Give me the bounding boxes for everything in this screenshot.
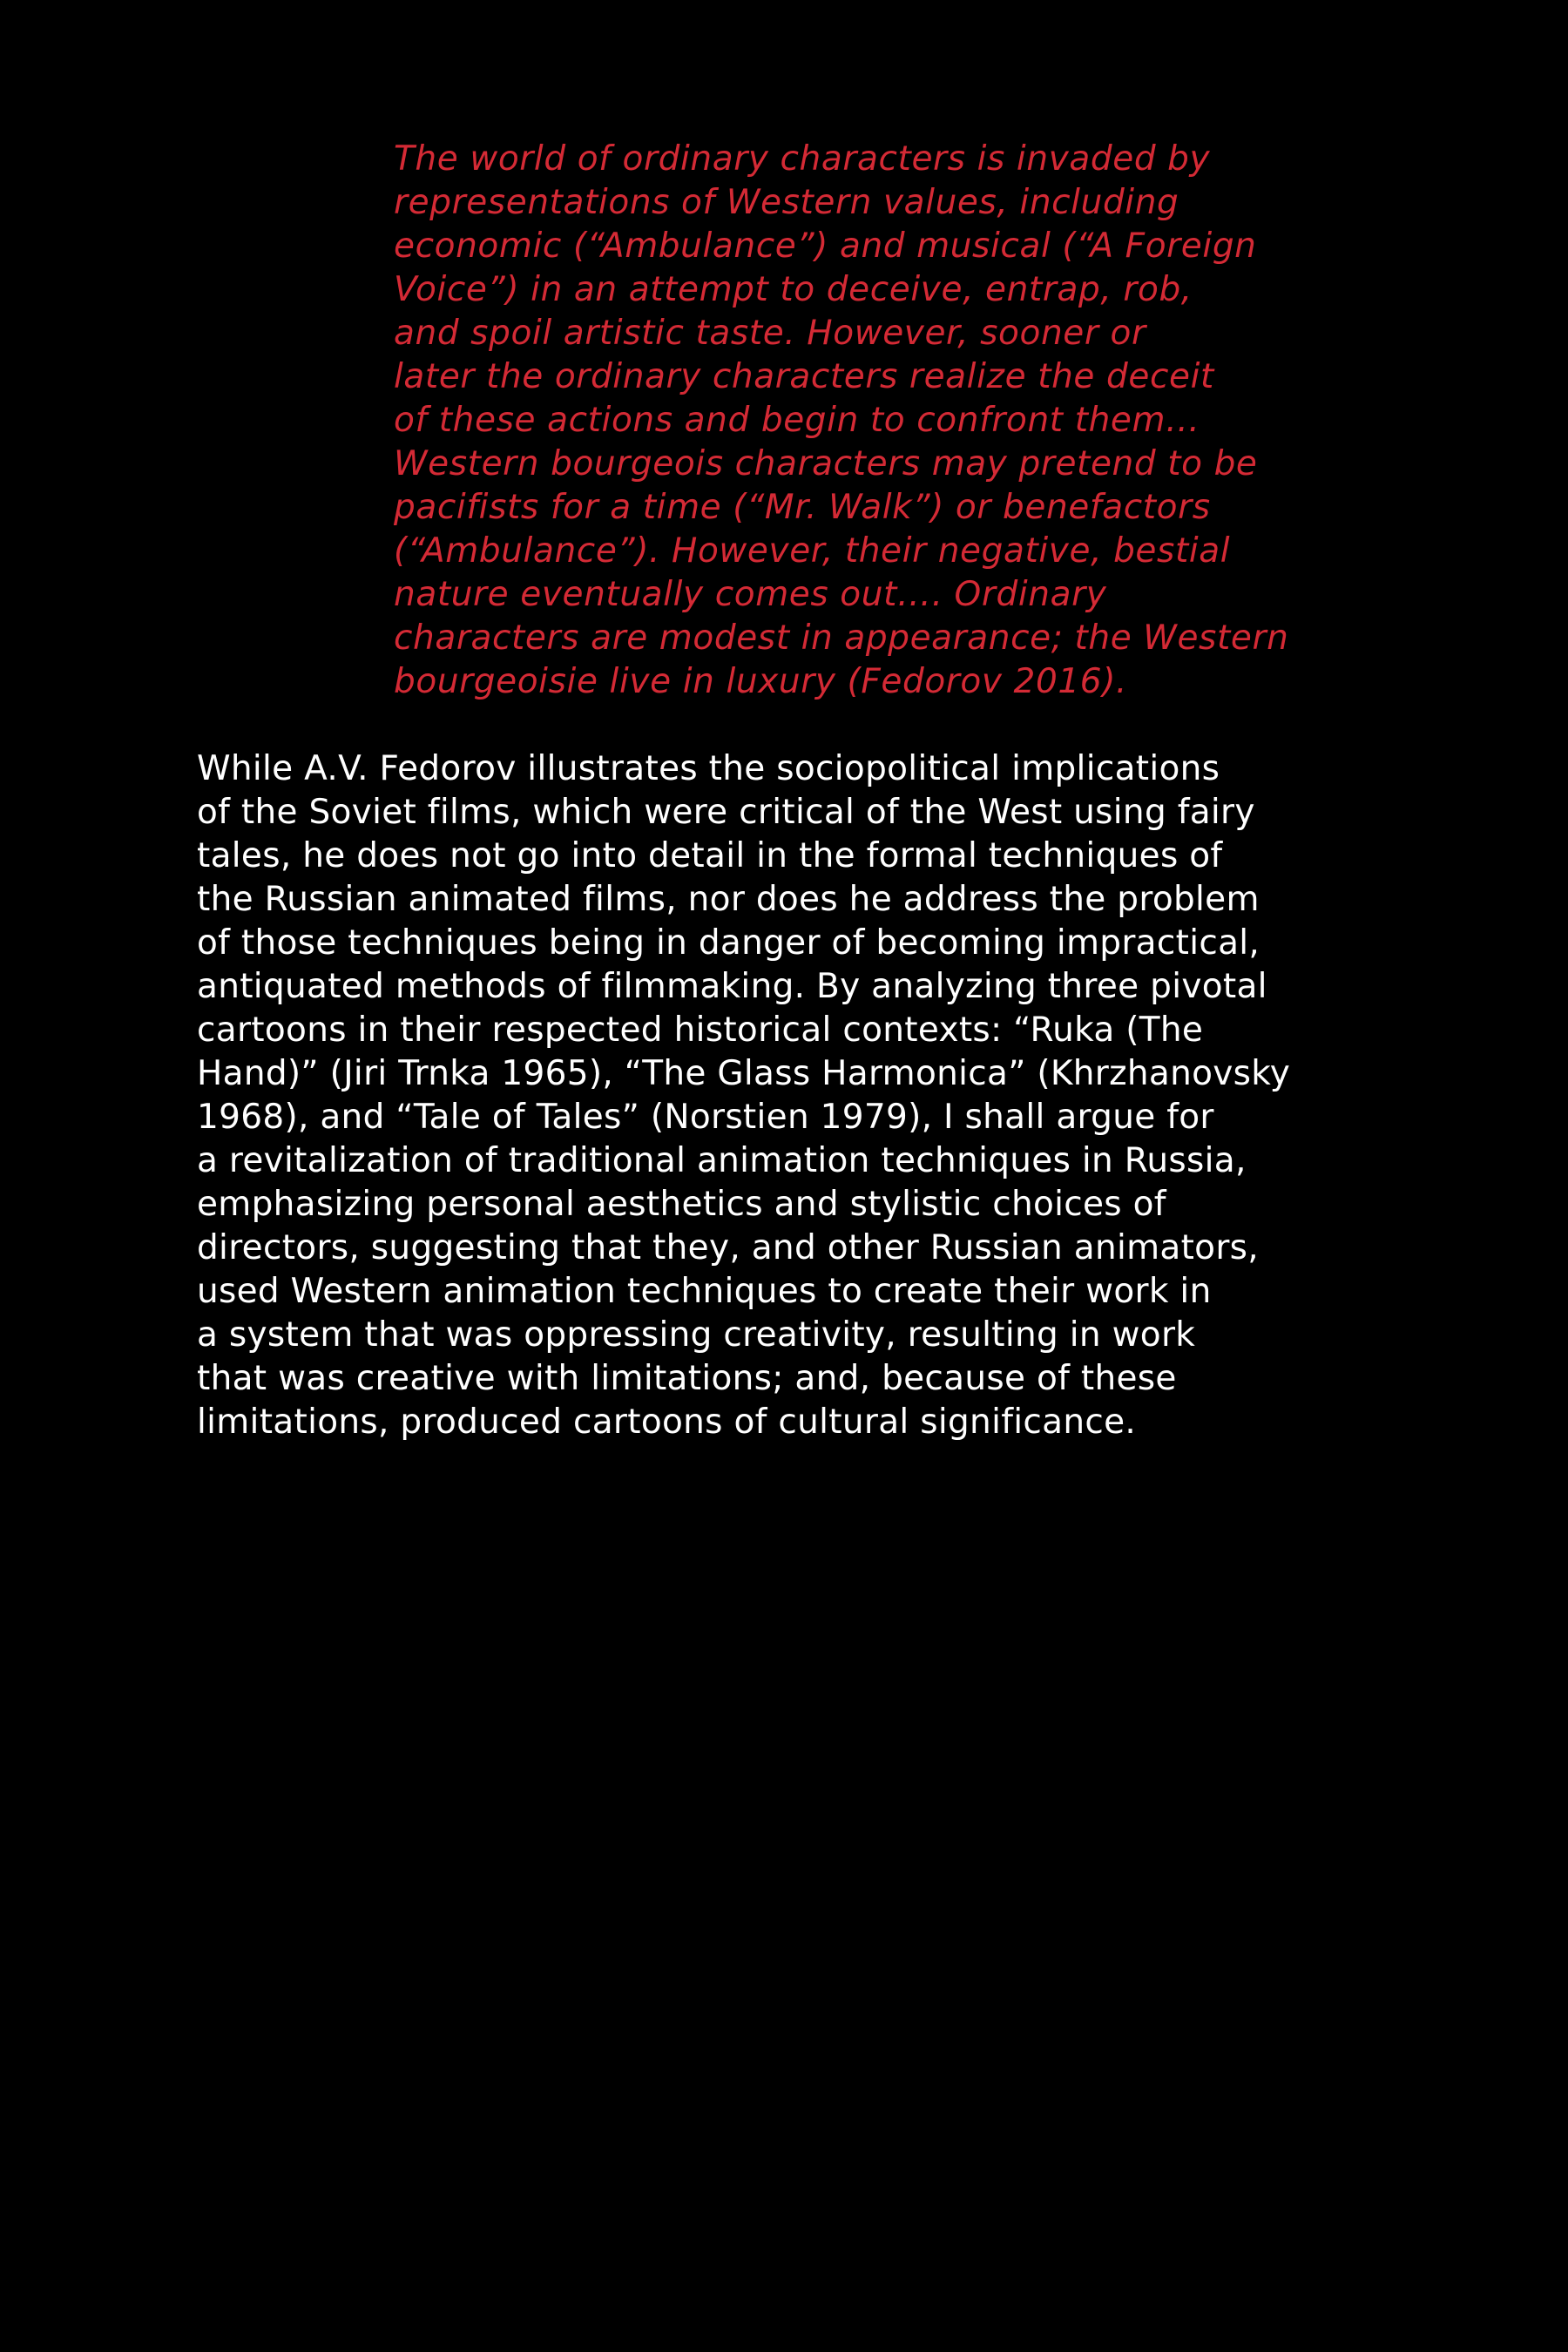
paragraph-line: tales, he does not go into detail in the formal techniques of (197, 836, 1223, 875)
quote-line: (“Ambulance”). However, their negative, bestial (394, 531, 1231, 571)
quote-line: Voice”) in an attempt to deceive, entrap, rob, (394, 270, 1193, 309)
quote-line: economic (“Ambulance”) and musical (“A Foreign (394, 226, 1257, 266)
quote-line: representations of Western values, including (394, 183, 1179, 222)
paragraph-line: antiquated methods of filmmaking. By analyzing three pivotal (197, 967, 1267, 1006)
block-quote (394, 138, 1343, 704)
paragraph-line: that was creative with limitations; and, because of these (197, 1359, 1177, 1398)
paragraph-line: Hand)” (Jiri Trnka 1965), “The Glass Harmonica” (Khrzhanovsky (197, 1054, 1291, 1093)
paragraph-line: a system that was oppressing creativity, resulting in work (197, 1315, 1196, 1355)
paragraph-line: limitations, produced cartoons of cultural significance. (197, 1402, 1137, 1442)
paragraph-line: directors, suggesting that they, and other Russian animators, (197, 1228, 1259, 1267)
paragraph-line: the Russian animated films, nor does he address the problem (197, 880, 1260, 919)
quote-line: characters are modest in appearance; the Western (394, 618, 1289, 658)
quote-line: bourgeoisie live in luxury (Fedorov 2016). (394, 662, 1128, 701)
paragraph-line: a revitalization of traditional animation techniques in Russia, (197, 1141, 1247, 1180)
body-paragraph (197, 747, 1364, 1444)
quote-line: Western bourgeois characters may pretend to be (394, 444, 1258, 483)
paragraph-line: of those techniques being in danger of becoming impractical, (197, 923, 1260, 963)
paragraph-line: While A.V. Fedorov illustrates the sociopolitical implications (197, 749, 1220, 788)
paragraph-line: of the Soviet films, which were critical of the West using fairy (197, 793, 1255, 832)
quote-line: pacifists for a time (“Mr. Walk”) or benefactors (394, 488, 1211, 527)
paragraph-line: 1968), and “Tale of Tales” (Norstien 1979), I shall argue for (197, 1098, 1214, 1137)
quote-line: of these actions and begin to confront them… (394, 401, 1200, 440)
quote-line: The world of ordinary characters is invaded by (394, 139, 1211, 179)
paragraph-line: emphasizing personal aesthetics and stylistic choices of (197, 1185, 1166, 1224)
paragraph-line: used Western animation techniques to create their work in (197, 1272, 1212, 1311)
quote-line: and spoil artistic taste. However, sooner or (394, 314, 1146, 353)
paragraph-line: cartoons in their respected historical contexts: “Ruka (The (197, 1010, 1204, 1050)
quote-line: later the ordinary characters realize the deceit (394, 357, 1214, 396)
quote-line: nature eventually comes out…. Ordinary (394, 575, 1107, 614)
